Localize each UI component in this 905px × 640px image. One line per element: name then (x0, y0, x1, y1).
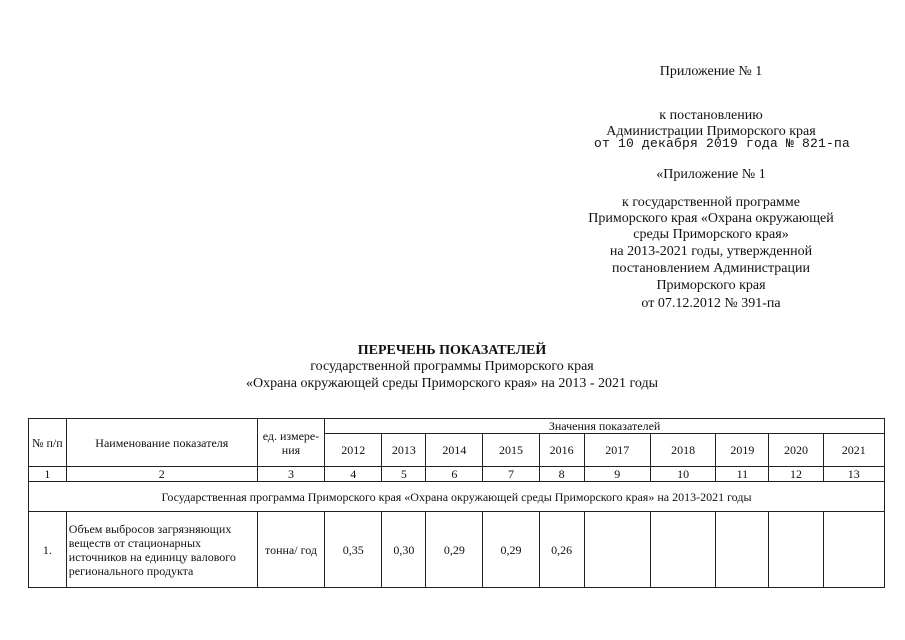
program-line-6: от 07.12.2012 № 391-па (641, 296, 781, 311)
year-header: 2019 (716, 434, 769, 467)
row-value (650, 512, 715, 588)
col-index: 8 (539, 467, 584, 482)
row-value (716, 512, 769, 588)
year-header: 2013 (382, 434, 426, 467)
col-index: 3 (257, 467, 324, 482)
col-index: 4 (325, 467, 382, 482)
row-value: 0,26 (539, 512, 584, 588)
col-index: 12 (769, 467, 823, 482)
section-title: Государственная программа Приморского края «Охрана окружающей среды Приморского края» на 2013-2021 годы (29, 482, 885, 512)
col-index: 1 (29, 467, 67, 482)
col-index: 11 (716, 467, 769, 482)
col-index: 5 (382, 467, 426, 482)
year-header: 2021 (823, 434, 884, 467)
year-header: 2012 (325, 434, 382, 467)
page-subtitle-2: «Охрана окружающей среды Приморского края» на 2013 - 2021 годы (245, 376, 659, 391)
program-line-1: Приморского края «Охрана окружающей (588, 211, 834, 226)
section-row (29, 482, 885, 512)
row-value (584, 512, 650, 588)
table-header-row (29, 419, 885, 434)
to-program: к государственной программе (622, 195, 800, 210)
year-header: 2018 (650, 434, 715, 467)
row-unit: тонна/ год (257, 512, 324, 588)
col-index: 6 (426, 467, 483, 482)
indicators-table (28, 418, 885, 588)
col-header-values: Значения показателей (325, 419, 885, 434)
row-value: 0,30 (382, 512, 426, 588)
row-value: 0,29 (426, 512, 483, 588)
table-index-row (29, 467, 885, 482)
year-header: 2014 (426, 434, 483, 467)
col-header-name: Наименование показателя (66, 419, 257, 467)
col-index: 9 (584, 467, 650, 482)
program-line-3: на 2013-2021 годы, утвержденной (609, 244, 813, 259)
col-index: 2 (66, 467, 257, 482)
col-index: 10 (650, 467, 715, 482)
program-line-2: среды Приморского края» (633, 227, 789, 242)
col-index: 7 (483, 467, 539, 482)
row-value: 0,35 (325, 512, 382, 588)
col-index: 13 (823, 467, 884, 482)
year-header: 2017 (584, 434, 650, 467)
table-row (29, 512, 885, 588)
col-header-unit: ед. измере-ния (257, 419, 324, 467)
page-subtitle-1: государственной программы Приморского края (310, 359, 594, 374)
program-line-4: постановлением Администрации (612, 261, 810, 276)
row-num: 1. (29, 512, 67, 588)
row-value: 0,29 (483, 512, 539, 588)
row-value (769, 512, 823, 588)
to-resolution: к постановлению (659, 108, 763, 123)
year-header: 2016 (539, 434, 584, 467)
page-title: ПЕРЕЧЕНЬ ПОКАЗАТЕЛЕЙ (357, 343, 547, 358)
appendix-label: Приложение № 1 (659, 64, 763, 79)
administration: Администрации Приморского края (606, 124, 816, 139)
col-header-num: № п/п (29, 419, 67, 467)
program-line-5: Приморского края (656, 278, 766, 293)
year-header: 2015 (483, 434, 539, 467)
year-header: 2020 (769, 434, 823, 467)
quote-appendix: «Приложение № 1 (656, 167, 766, 182)
row-value (823, 512, 884, 588)
row-indicator-name: Объем выбросов загрязняющих веществ от стационарных источников на единицу валового регионального продукта (66, 512, 257, 588)
date-number: от 10 декабря 2019 года № 821-па (593, 136, 851, 151)
